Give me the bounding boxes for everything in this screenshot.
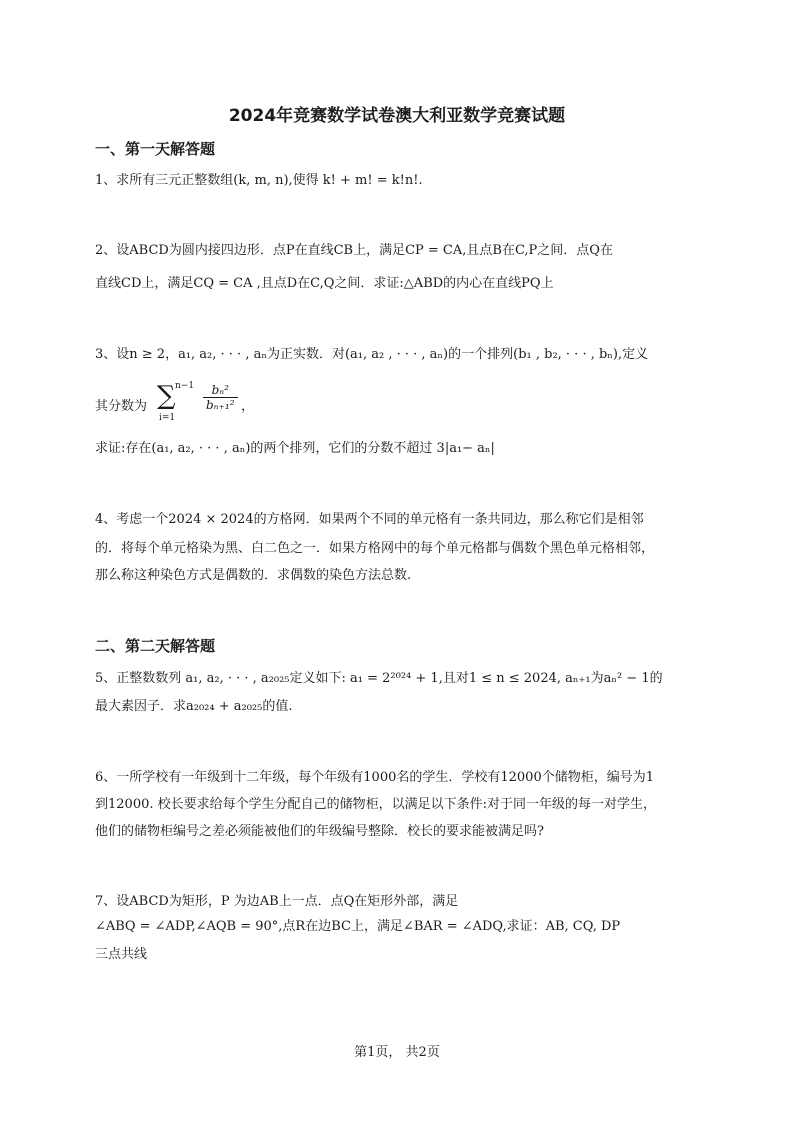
page-number: 第1页， 共2页: [354, 1045, 440, 1060]
formula-comma: ，: [241, 399, 255, 414]
problem-7-line-1: 7、设ABCD为矩形，P 为边AB上一点．点Q在矩形外部，满足: [95, 894, 459, 909]
fraction-denominator: bₙ₊₁²: [206, 398, 235, 412]
problem-6-line-2: 到12000. 校长要求给每个学生分配自己的储物柜，以满足以下条件:对于同一年级的每一对学生，: [95, 797, 657, 812]
problem-4-line-2: 的．将每个单元格染为黑、白二色之一．如果方格网中的每个单元格都与偶数个黑色单元格相邻，: [95, 541, 655, 556]
summation-upper-limit: n−1: [175, 381, 195, 391]
section-heading-day2: 二、第二天解答题: [95, 637, 216, 655]
problem-3-line-3: 求证:存在(a₁, a₂, · · · , aₙ)的两个排列，它们的分数不超过 3|a₁− aₙ|: [95, 441, 495, 456]
problem-3-line-1: 3、设n ≥ 2，a₁, a₂, · · · , aₙ为正实数．对(a₁, a₂ , · · · , aₙ)的一个排列(b₁ , b₂, · · · , bₙ),定义: [95, 347, 649, 362]
problem-4-line-3: 那么称这种染色方式是偶数的．求偶数的染色方法总数.: [95, 568, 412, 583]
problem-7-line-3: 三点共线: [95, 947, 148, 962]
problem-7-line-2: ∠ABQ = ∠ADP,∠AQB = 90°,点R在边BC上，满足∠BAR = ∠ADQ,求证：AB, CQ, DP: [95, 919, 621, 934]
fraction-numerator: bₙ²: [203, 383, 238, 398]
summation-sign: ∑: [157, 381, 176, 411]
problem-6-line-3: 他们的储物柜编号之差必须能被他们的年级编号整除．校长的要求能被满足吗?: [95, 824, 544, 839]
problem-1: 1、求所有三元正整数组(k, m, n),使得 k! + m! = k!n!.: [95, 173, 423, 188]
problem-4-line-1: 4、考虑一个2024 × 2024的方格网．如果两个不同的单元格有一条共同边，那么称它们是相邻: [95, 512, 644, 527]
page-title: 2024年竞赛数学试卷澳大利亚数学竞赛试题: [228, 106, 566, 126]
fraction: [203, 383, 238, 412]
problem-3-label: 其分数为: [95, 399, 148, 414]
summation-lower-limit: i=1: [159, 413, 176, 423]
problem-5-line-1: 5、正整数数列 a₁, a₂, · · · , a₂₀₂₅定义如下: a₁ = 2²⁰²⁴ + 1,且对1 ≤ n ≤ 2024, aₙ₊₁为aₙ² − 1的: [95, 671, 663, 686]
problem-5-line-2: 最大素因子．求a₂₀₂₄ + a₂₀₂₅的值.: [95, 699, 293, 714]
section-heading-day1: 一、第一天解答题: [95, 140, 216, 158]
problem-2-line-2: 直线CD上，满足CQ = CA ,且点D在C,Q之间．求证:△ABD的内心在直线PQ上: [95, 276, 554, 291]
problem-2-line-1: 2、设ABCD为圆内接四边形．点P在直线CB上，满足CP = CA,且点B在C,P之间．点Q在: [95, 243, 613, 258]
problem-6-line-1: 6、一所学校有一年级到十二年级，每个年级有1000名的学生．学校有12000个储物柜，编号为1: [95, 770, 654, 785]
